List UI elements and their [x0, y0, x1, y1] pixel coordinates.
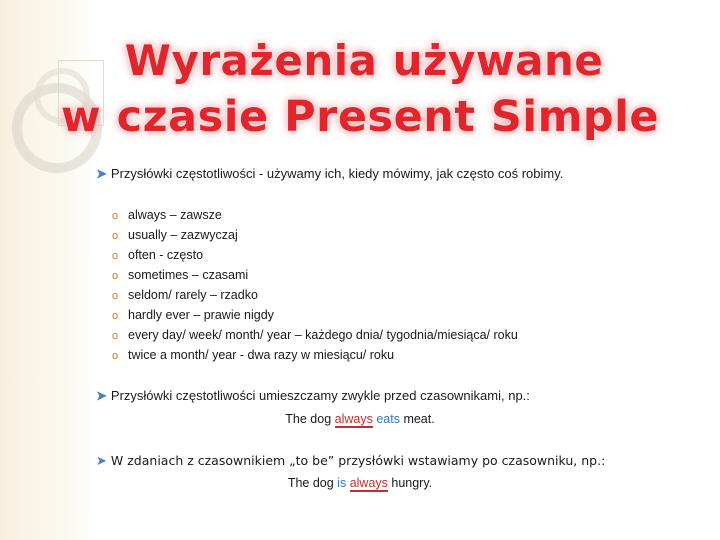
- verb-highlight: eats: [376, 412, 400, 426]
- circle-bullet-icon: o: [112, 310, 119, 322]
- list-item: o sometimes – czasami: [112, 265, 518, 285]
- circle-bullet-icon: o: [112, 290, 119, 302]
- circle-bullet-icon: o: [112, 350, 119, 362]
- circle-bullet-icon: o: [112, 250, 119, 262]
- adverb-list: [112, 205, 518, 365]
- list-item: o seldom/ rarely – rzadko: [112, 285, 518, 305]
- example-sentence-2: The dog is always hungry.: [287, 476, 433, 490]
- adverb-highlight: always: [334, 412, 373, 426]
- adverb-highlight: always: [349, 476, 388, 490]
- example-sentence-1: The dog always eats meat.: [285, 412, 435, 426]
- rule-text: Przysłówki częstotliwości umieszczamy zwykle przed czasownikami, np.:: [110, 388, 530, 403]
- title-line-2: w czasie Present Simple: [60, 92, 660, 142]
- circle-bullet-icon: o: [112, 270, 119, 282]
- title-line-1: Wyrażenia używane: [124, 36, 604, 85]
- list-item: o usually – zazwyczaj: [112, 225, 518, 245]
- list-item: o twice a month/ year - dwa razy w miesiącu/ roku: [112, 345, 518, 365]
- arrow-bullet-icon: ➤: [96, 454, 107, 469]
- list-item: o always – zawsze: [112, 205, 518, 225]
- arrow-bullet-icon: ➤: [96, 388, 107, 403]
- section-rule-to-be: [96, 453, 605, 469]
- verb-highlight: is: [337, 476, 347, 490]
- rule-text: W zdaniach z czasownikiem „to be” przysłówki wstawiamy po czasowniku, np.:: [110, 453, 606, 468]
- section-intro: [96, 166, 563, 182]
- list-item: o every day/ week/ month/ year – każdego dnia/ tygodnia/miesiąca/ roku: [112, 325, 518, 345]
- circle-bullet-icon: o: [112, 330, 119, 342]
- list-item: o often - często: [112, 245, 518, 265]
- arrow-bullet-icon: ➤: [96, 166, 107, 181]
- circle-bullet-icon: o: [112, 210, 119, 222]
- intro-text: Przysłówki częstotliwości - używamy ich, kiedy mówimy, jak często coś robimy.: [110, 166, 564, 181]
- list-item: o hardly ever – prawie nigdy: [112, 305, 518, 325]
- section-rule-verbs: [96, 388, 530, 404]
- circle-bullet-icon: o: [112, 230, 119, 242]
